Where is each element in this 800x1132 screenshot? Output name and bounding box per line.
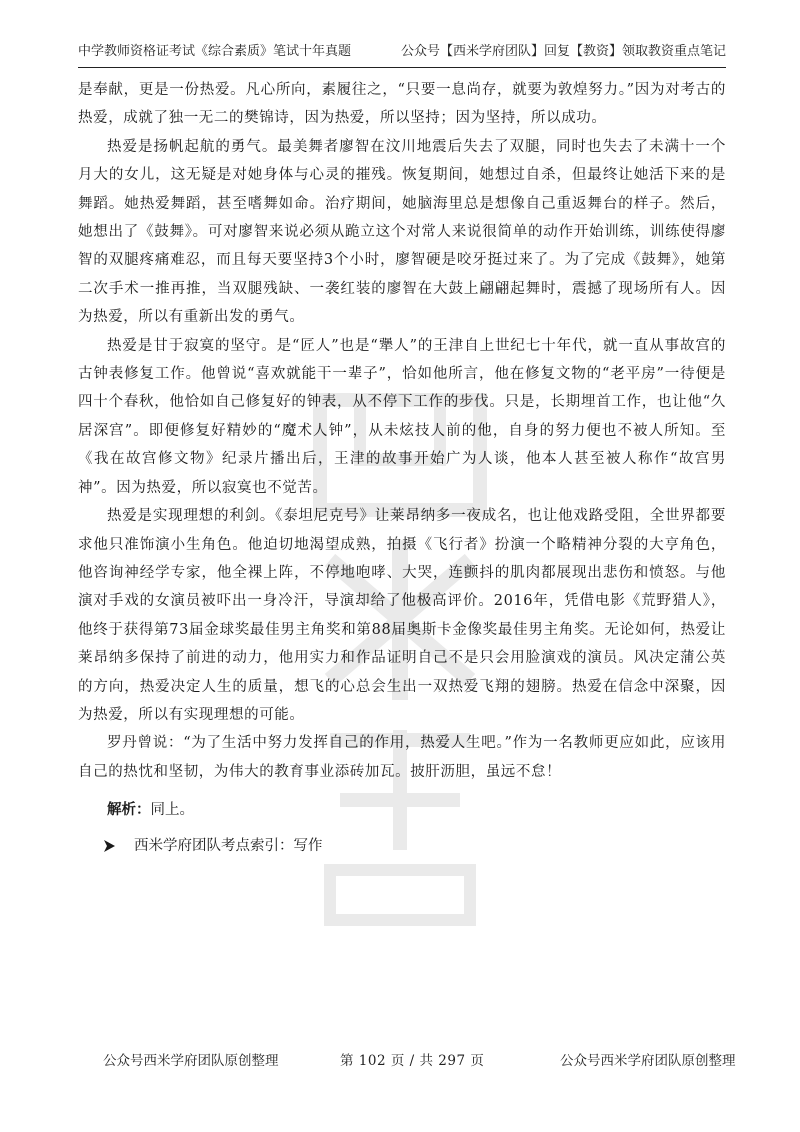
index-text: 西米学府团队考点索引：写作 [134,838,323,855]
page-header [78,41,726,68]
analysis-text: 同上。 [150,802,194,819]
analysis-line [78,796,726,824]
arrow-bullet-icon [102,839,116,853]
footer-left-credit: 公众号西米学府团队原创整理 [103,1053,279,1069]
footer-right-credit: 公众号西米学府团队原创整理 [560,1053,736,1069]
paragraph-3: 热爱是甘于寂寞的坚守。是“匠人”也是“犟人”的王津自上世纪七十年代，就一直从事故宫的古钟表修复工作。他曾说“喜欢就能干一辈子”，恰如他所言，他在修复文物的“老平房”一待便是四十个春秋，他恰如自己修复好的钟表，从不停下工作的步伐。只是，长期埋首工作，也让他“久居深宫”。即便修复好精妙的“魔术人钟”，从未炫技人前的他，自身的努力便也不被人所知。至《我在故宫修文物》纪录片播出后，王津的故事开始广为人谈，他本人甚至被人称作“故宫男神”。因为热爱，所以寂寞也不觉苦。 [78,337,726,496]
page-number: 第 102 页 / 共 297 页 [340,1053,485,1069]
paragraph-4: 热爱是实现理想的利剑。《泰坦尼克号》让莱昂纳多一夜成名，也让他戏路受阻，全世界都要求他只准饰演小生角色。他迫切地渴望成熟，拍摄《飞行者》扮演一个略精神分裂的大亨角色，他咨询神经学专家，他全裸上阵，不停地咆哮、大哭，连颤抖的肌肉都展现出悲伤和愤怒。与他演对手戏的女演员被吓出一身冷汗，导演却给了他极高评价。2016年，凭借电影《荒野猎人》，他终于获得第73届金球奖最佳男主角奖和第88届奥斯卡金像奖最佳男主角奖。无论如何，热爱让莱昂纳多保持了前进的动力，他用实力和作品证明自己不是只会用脸演戏的演员。风决定蒲公英的方向，热爱决定人生的质量，想飞的心总会生出一双热爱飞翔的翅膀。热爱在信念中深聚，因为热爱，所以有实现理想的可能。 [78,508,726,723]
page-footer [0,1048,800,1074]
index-line [78,832,726,860]
analysis-label: 解析： [107,801,151,819]
header-left-title: 中学教师资格证考试《综合素质》笔试十年真题 [78,44,352,59]
article-body [78,76,726,860]
header-right-notice: 公众号【西米学府团队】回复【教资】领取教资重点笔记 [400,44,726,59]
paragraph-5: 罗丹曾说：“为了生活中努力发挥自己的作用，热爱人生吧。”作为一名教师更应如此，应该用自己的热忱和坚韧，为伟大的教育事业添砖加瓦。披肝沥胆，虽远不怠！ [78,735,726,780]
paragraph-2: 热爱是扬帆起航的勇气。最美舞者廖智在汶川地震后失去了双腿，同时也失去了未满十一个月大的女儿，这无疑是对她身体与心灵的摧残。恢复期间，她想过自杀，但最终让她活下来的是舞蹈。她热爱舞蹈，甚至嗜舞如命。治疗期间，她脑海里总是想像自己重返舞台的样子。然后，她想出了《鼓舞》。可对廖智来说必须从跪立这个对常人来说很简单的动作开始训练，训练使得廖智的双腿疼痛难忍，而且每天要坚持3个小时，廖智硬是咬牙挺过来了。为了完成《鼓舞》，她第二次手术一推再推，当双腿残缺、一袭红装的廖智在大鼓上翩翩起舞时，震撼了现场所有人。因为热爱，所以有重新出发的勇气。 [78,138,726,326]
paragraph-1: 是奉献，更是一份热爱。凡心所向，素履往之，“只要一息尚存，就要为敦煌努力。”因为对考古的热爱，成就了独一无二的樊锦诗，因为热爱，所以坚持；因为坚持，所以成功。 [78,82,726,127]
